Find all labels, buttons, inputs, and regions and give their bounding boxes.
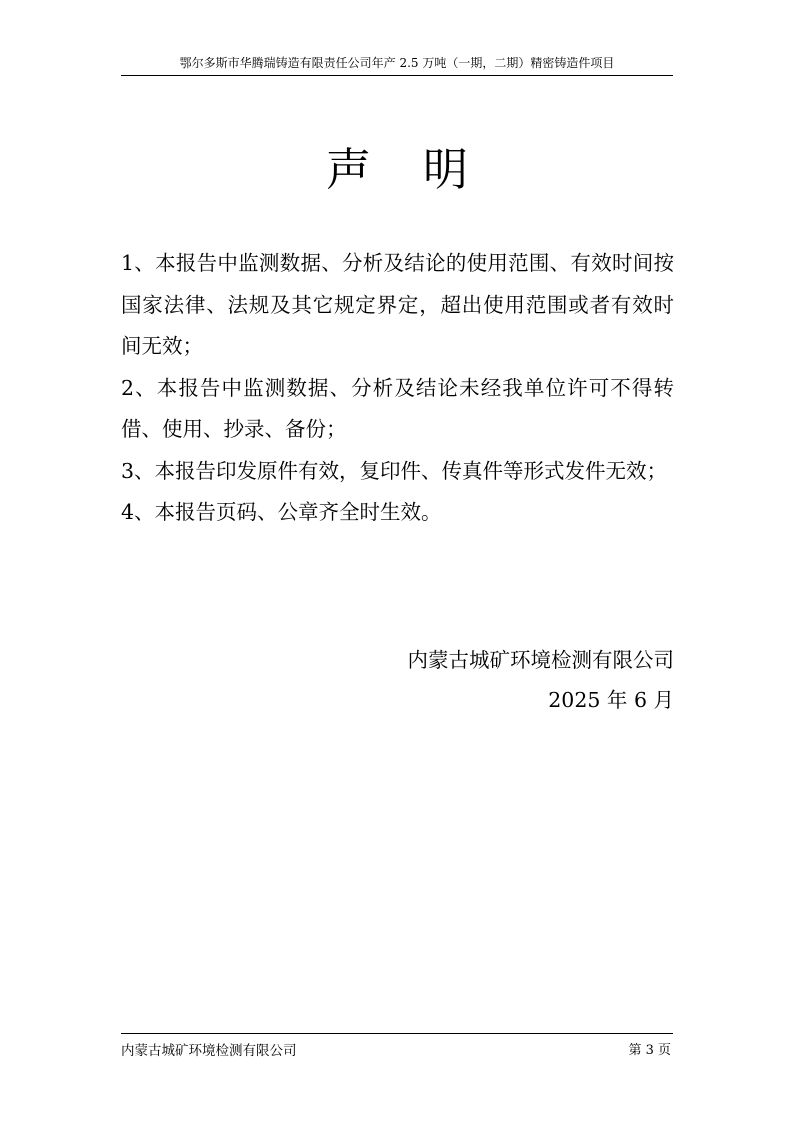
statement-item-3: 3、本报告印发原件有效，复印件、传真件等形式发件无效；: [121, 458, 668, 483]
page-footer: [121, 1033, 673, 1058]
page-number: 第 3 页: [628, 1043, 671, 1058]
footer-company: 内蒙古城矿环境检测有限公司: [121, 1043, 297, 1059]
signature-date: 2025 年 6 月: [548, 688, 674, 712]
page-header: [121, 55, 673, 76]
statement-item-1: 1、本报告中监测数据、分析及结论的使用范围、有效时间按国家法律、法规及其它规定界定，超出使用范围或者有效时间无效；: [121, 251, 674, 358]
header-project-title: 鄂尔多斯市华腾瑞铸造有限责任公司年产 2.5 万吨（一期，二期）精密铸造件项目: [179, 56, 615, 70]
statement-list: [121, 243, 674, 534]
signature-block: [408, 640, 675, 720]
signature-company: 内蒙古城矿环境检测有限公司: [407, 648, 674, 672]
statement-item-2: 2、本报告中监测数据、分析及结论未经我单位许可不得转借、使用、抄录、备份；: [121, 375, 674, 441]
page-title: 声明: [325, 143, 520, 196]
statement-item-4: 4、本报告页码、公章齐全时生效。: [121, 500, 442, 524]
